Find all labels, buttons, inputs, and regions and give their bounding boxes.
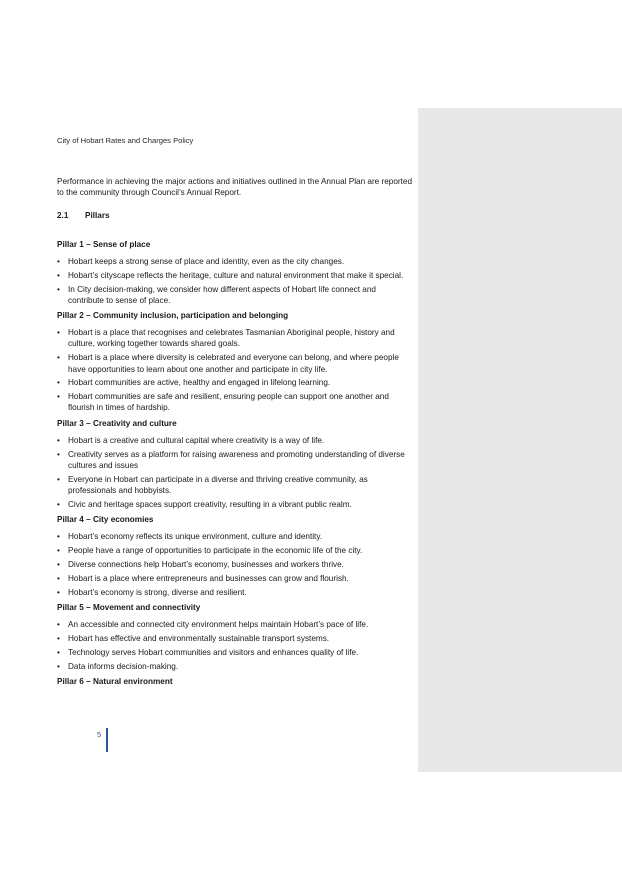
list-item: • Hobart’s economy reflects its unique environment, culture and identity.	[57, 531, 412, 542]
list-item: • Hobart’s economy is strong, diverse and resilient.	[57, 587, 412, 598]
page-number: 5	[97, 730, 102, 739]
list-item: • Hobart communities are safe and resilient, ensuring people can support one another and flourish in times of hardship.	[57, 391, 412, 413]
pillar-title: Pillar 2 – Community inclusion, participation and belonging	[57, 311, 289, 320]
list-item: • An accessible and connected city environment helps maintain Hobart’s pace of life.	[57, 619, 412, 630]
list-item: • Hobart is a place that recognises and celebrates Tasmanian Aboriginal people, history and culture, working together towards shared goals.	[57, 327, 412, 349]
page-content	[57, 176, 412, 693]
footer-divider	[106, 728, 108, 752]
list-item: • People have a range of opportunities to participate in the economic life of the city.	[57, 545, 412, 556]
list-item: • Hobart keeps a strong sense of place and identity, even as the city changes.	[57, 256, 412, 267]
list-item: • Creativity serves as a platform for raising awareness and promoting understanding of diverse cultures and issues	[57, 449, 412, 471]
list-item: • Diverse connections help Hobart’s economy, businesses and workers thrive.	[57, 559, 412, 570]
intro-paragraph: Performance in achieving the major actions and initiatives outlined in the Annual Plan are reported to the community through Council’s Annual Report.	[57, 177, 413, 198]
list-item: • Hobart is a place where diversity is celebrated and everyone can belong, and where people have opportunities to learn about one another and participate in city life.	[57, 352, 412, 374]
list-item: • Hobart is a creative and cultural capital where creativity is a way of life.	[57, 435, 412, 446]
comment-pane	[418, 108, 622, 772]
section-heading	[57, 210, 412, 221]
pillar-title: Pillar 1 – Sense of place	[57, 239, 151, 249]
pillar-title: Pillar 3 – Creativity and culture	[57, 418, 177, 428]
section-number: 2.1	[57, 211, 69, 221]
pillar-title: Pillar 4 – City economies	[57, 515, 154, 525]
list-item: • Technology serves Hobart communities and visitors and enhances quality of life.	[57, 647, 412, 658]
list-item: • Civic and heritage spaces support creativity, resulting in a vibrant public realm.	[57, 499, 412, 510]
running-header: City of Hobart Rates and Charges Policy	[57, 136, 194, 145]
list-item: • Hobart’s cityscape reflects the heritage, culture and natural environment that make it special.	[57, 270, 412, 281]
list-item: • Hobart has effective and environmentally sustainable transport systems.	[57, 633, 412, 644]
pillar-list	[57, 619, 412, 672]
pillar-list	[57, 531, 412, 598]
list-item: • Hobart communities are active, healthy and engaged in lifelong learning.	[57, 377, 412, 388]
list-item: • Everyone in Hobart can participate in a diverse and thriving creative community, as professionals and hobbyists.	[57, 474, 412, 496]
pillar-list	[57, 435, 412, 510]
pillar-list	[57, 256, 412, 306]
pillar-list	[57, 327, 412, 413]
list-item: • In City decision-making, we consider how different aspects of Hobart life connect and contribute to sense of place.	[57, 284, 412, 306]
list-item: • Hobart is a place where entrepreneurs and businesses can grow and flourish.	[57, 573, 412, 584]
page-footer	[97, 728, 108, 752]
section-title: Pillars	[85, 211, 110, 221]
pillar-title: Pillar 6 – Natural environment	[57, 677, 173, 687]
pillar-title: Pillar 5 – Movement and connectivity	[57, 603, 201, 613]
list-item: • Data informs decision-making.	[57, 661, 412, 672]
